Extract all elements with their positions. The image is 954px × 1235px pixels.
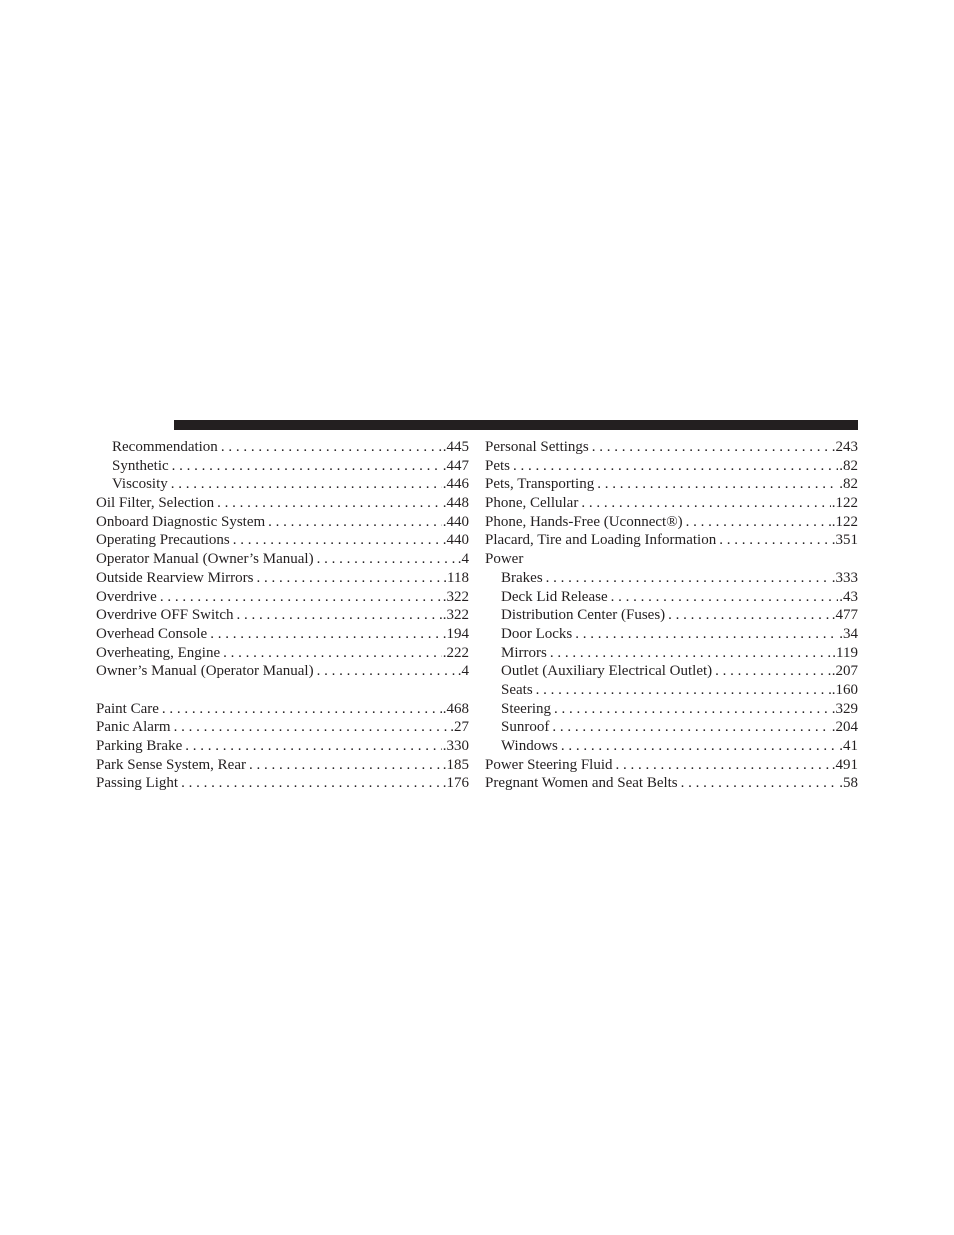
page-number: .4 [457,551,469,568]
index-term: Personal Settings [485,439,589,455]
index-term: Parking Brake [96,738,183,754]
index-subentry [485,681,858,700]
page-number: .446 [442,476,469,493]
dot-leader [581,494,830,513]
index-term: Deck Lid Release [501,588,608,605]
index-subentry [96,457,469,476]
index-term: Windows [501,738,558,754]
dot-leader [597,475,838,494]
page-number: .118 [443,569,469,586]
index-subentry [485,737,858,756]
index-term: Sunroof [501,719,550,736]
page-number: .34 [839,625,858,642]
dot-leader [174,718,450,737]
dot-leader [217,494,442,513]
index-term: Placard, Tire and Loading Information [485,532,717,549]
page-number: .82 [839,476,858,493]
dot-leader [592,438,831,457]
index-entry [485,438,858,457]
index-term: Oil Filter, Selection [96,495,215,512]
index-subentry [485,644,858,663]
index-term: Owner’s Manual (Operator Manual) [96,663,314,680]
index-term: Door Locks [501,625,573,642]
index-term: Pets [485,457,511,474]
dot-leader [249,756,442,775]
index-term: Panic Alarm [96,719,171,736]
index-term: Phone, Cellular [485,495,579,512]
index-entry [96,531,469,550]
index-term: Operating Precautions [96,532,230,549]
dot-leader [221,438,442,457]
index-entry [485,531,858,550]
index-term: Distribution Center (Fuses) [501,607,666,624]
page-number: .207 [831,663,858,680]
index-term: Pregnant Women and Seat Belts [485,775,678,792]
index-entry [96,718,469,737]
index-term: Synthetic [112,457,169,474]
index-entry [96,513,469,532]
index-column-left [96,438,469,793]
page-number: .185 [442,756,469,773]
dot-leader [268,513,442,532]
index-term: Recommendation [112,439,218,455]
index-entry [96,550,469,569]
dot-leader [611,588,839,607]
page-number: .322 [442,607,469,624]
dot-leader [317,550,457,569]
index-subentry [485,662,858,681]
page-number: .329 [831,700,858,717]
dot-leader [237,606,442,625]
dot-leader [550,644,831,663]
page-number: .447 [442,457,469,474]
index-term: Park Sense System, Rear [96,756,246,773]
header-rule [174,420,858,430]
index-term: Overdrive [96,588,157,605]
index-subentry [485,588,858,607]
index-column-right [485,438,858,793]
dot-leader [317,662,457,681]
dot-leader [554,700,831,719]
dot-leader [546,569,831,588]
page-number: .445 [442,439,469,455]
dot-leader [233,531,442,550]
page-number: .122 [831,495,858,512]
index-subentry [485,606,858,625]
index-term: Operator Manual (Owner’s Manual) [96,551,314,568]
index-entry [485,756,858,775]
index-entry [96,606,469,625]
page-number: .351 [831,532,858,549]
page-number: .58 [839,775,858,792]
index-entry [485,494,858,513]
index-subentry [485,700,858,719]
dot-leader [172,457,442,476]
index-entry [96,588,469,607]
dot-leader [210,625,442,644]
dot-leader [575,625,838,644]
page-number: .333 [831,569,858,586]
page-number: .119 [832,644,858,661]
index-entry [485,774,858,793]
index-term: Phone, Hands-Free (Uconnect®) [485,513,683,530]
index-subentry [485,569,858,588]
page-number: .176 [442,775,469,792]
index-subentry [96,475,469,494]
page-number: .222 [442,644,469,661]
page-number: .477 [831,607,858,624]
page-number: .440 [442,532,469,549]
dot-leader [162,700,442,719]
dot-leader [561,737,838,756]
index-subentry [485,718,858,737]
index-subentry [96,438,469,457]
dot-leader [552,718,830,737]
page-number: .27 [450,719,469,736]
dot-leader [160,588,442,607]
dot-leader [256,569,442,588]
index-term: Power Steering Fluid [485,756,613,773]
dot-leader [719,531,831,550]
index-term: Overheating, Engine [96,644,221,661]
dot-leader [171,475,442,494]
index-term: Pets, Transporting [485,476,595,493]
index-heading [485,550,858,569]
index-entry [96,774,469,793]
page-number: .243 [831,439,858,455]
index-entry [485,475,858,494]
index-entry [96,625,469,644]
page-number: .322 [442,588,469,605]
index-term: Passing Light [96,775,179,792]
page-number: .448 [442,495,469,512]
dot-leader [185,737,442,756]
page-number: .491 [831,756,858,773]
index-term: Seats [501,681,533,698]
page-number: .194 [442,625,469,642]
dot-leader [616,756,831,775]
index-term: Outlet (Auxiliary Electrical Outlet) [501,663,713,680]
dot-leader [686,513,831,532]
dot-leader [536,681,831,700]
index-entry [96,662,469,681]
index-entry [96,756,469,775]
section-gap [96,681,469,700]
index-entry [96,569,469,588]
index-entry [485,457,858,476]
page-number: .468 [442,700,469,717]
index-term: Onboard Diagnostic System [96,513,266,530]
index-term: Mirrors [501,644,547,661]
index-term: Brakes [501,569,543,586]
dot-leader [513,457,838,476]
index-term: Viscosity [112,476,168,493]
dot-leader [681,774,839,793]
page-number: .122 [831,513,858,530]
dot-leader [668,606,831,625]
dot-leader [181,774,442,793]
page-number: .41 [839,738,858,754]
index-term: Overhead Console [96,625,208,642]
index-term: Overdrive OFF Switch [96,607,234,624]
index-entry [96,644,469,663]
index-entry [96,737,469,756]
index-entry [96,700,469,719]
page-number: .4 [457,663,469,680]
page-number: .43 [839,588,858,605]
index-entry [96,494,469,513]
page-number: .204 [831,719,858,736]
page-number: .82 [839,457,858,474]
index-entry [485,513,858,532]
index-term: Steering [501,700,551,717]
index-term: Paint Care [96,700,159,717]
index-subentry [485,625,858,644]
page-number: .440 [442,513,469,530]
dot-leader [715,662,831,681]
index-term: Outside Rearview Mirrors [96,569,254,586]
dot-leader [223,644,442,663]
page-number: .330 [442,738,469,754]
index-term: Power [485,551,524,568]
page-number: .160 [831,681,858,698]
